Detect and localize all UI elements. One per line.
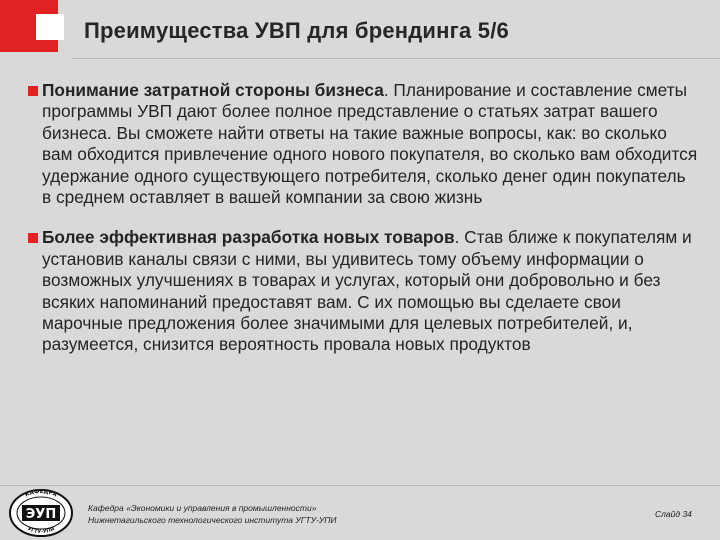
logo-top-text: КАФЕДРА [24,488,58,499]
footer-divider [0,485,720,486]
bullet-heading: Более эффективная разработка новых товаров [42,227,455,248]
corner-decoration [0,0,64,58]
slide-number: Слайд 34 [655,509,692,519]
logo-main-text: ЭУП [25,507,57,522]
bullet-list [28,80,698,356]
slide-title: Преимущества УВП для брендинга 5/6 [84,18,509,43]
logo-bottom-text: УГТУ-УПИ [26,526,56,536]
footer-caption [88,502,337,526]
corner-white-block [36,14,64,40]
bullet-item [28,227,698,355]
footer-line-1: Кафедра «Экономики и управления в промышленности» [88,503,317,513]
footer-line-2: Нижнетагильского технологического института УГТУ-УПИ [88,515,337,525]
bullet-marker-icon [28,86,38,96]
bullet-heading: Понимание затратной стороны бизнеса [42,80,384,100]
bullet-item [28,80,698,208]
bullet-marker-icon [28,233,38,243]
bullet-text: . Став ближе к покупателям и установив каналы связи с ними, вы удивитесь тому объему информации о возможных улучшениях в товарах и услугах, который они добровольно и без всяких напоминаний предоставят вам. С их помощью вы сделаете свои марочные предложения более значимыми для целевых потребителей, и, разумеется, снизится вероятность провала новых продуктов [42,227,692,355]
department-logo [8,488,74,538]
title-divider [72,58,720,59]
bullet-text: . Планирование и составление сметы программы УВП дают более полное представление о статьях затрат вашего бизнеса. Вы сможете найти ответы на такие важные вопросы, как: во сколько вам обходится привлечение одного нового покупателя, во сколько вам обходится удержание одного существующего потребителя, сколько денег один покупатель в среднем оставляет в вашей компании за свою жизнь [42,80,698,208]
